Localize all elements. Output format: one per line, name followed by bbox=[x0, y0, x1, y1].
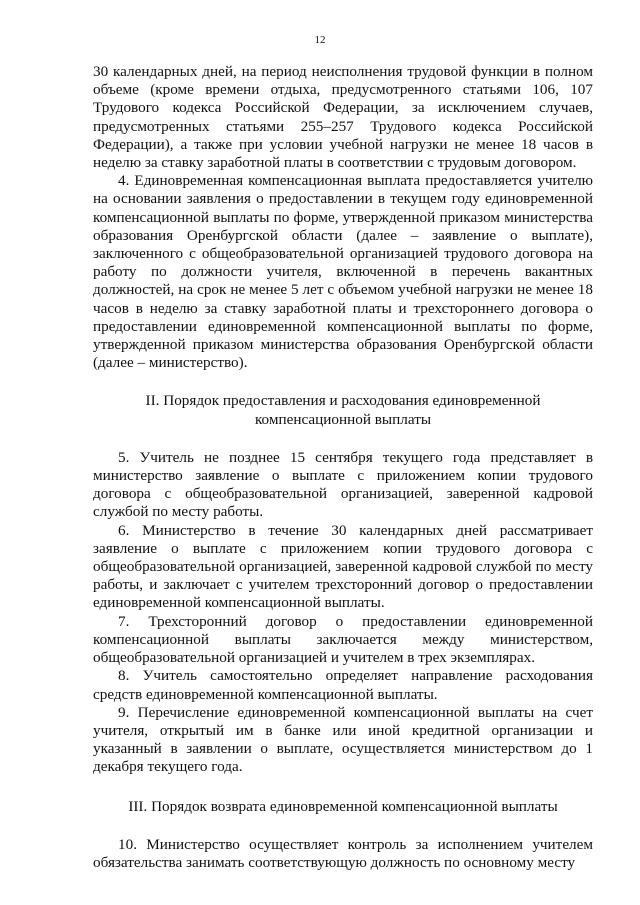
paragraph-10: 10. Министерство осуществляет контроль за исполнением учителем обязательства занимать соответствующую должность по основному месту bbox=[93, 835, 593, 871]
section-heading-3: III. Порядок возврата единовременной компенсационной выплаты bbox=[128, 797, 558, 815]
paragraph-9: 9. Перечисление единовременной компенсационной выплаты на счет учителя, открытый им в банке или иной кредитной организации и указанный в заявлении о выплате, осуществляется министерством до 1 декабря текущего года. bbox=[93, 703, 593, 776]
paragraph-4: 4. Единовременная компенсационная выплата предоставляется учителю на основании заявления о предоставлении в текущем году единовременной компенсационной выплаты по форме, утвержденной приказом министерства образования Оренбургской области (далее – заявление о выплате), заключенного с общеобразовательной организацией трудового договора на работу по должности учителя, включенной в перечень вакантных должностей, на срок не менее 5 лет с объемом учебной нагрузки не менее 18 часов в неделю за ставку заработной платы и трехстороннего договора о предоставлении единовременной компенсационной выплаты по форме, утвержденной приказом министерства образования Оренбургской области (далее – министерство). bbox=[93, 172, 593, 372]
section-heading-2-line-1: II. Порядок предоставления и расходования единовременной bbox=[145, 392, 541, 410]
section-heading-2 bbox=[93, 392, 593, 428]
section-heading-2-line-2: компенсационной выплаты bbox=[254, 410, 432, 428]
paragraph-7: 7. Трехсторонний договор о предоставлении единовременной компенсационной выплаты заключается между министерством, общеобразовательной организацией и учителем в трех экземплярах. bbox=[93, 612, 593, 667]
paragraph-continuation: 30 календарных дней, на период неисполнения трудовой функции в полном объеме (кроме времени отдыха, предусмотренного статьями 106, 107 Трудового кодекса Российской Федерации, за исключением случаев, предусмотренных статьями 255–257 Трудового кодекса Российской Федерации), а также при условии учебной нагрузки не менее 18 часов в неделю за ставку заработной платы в соответствии с трудовым договором. bbox=[93, 63, 593, 172]
paragraph-5: 5. Учитель не позднее 15 сентября текущего года представляет в министерство заявление о выплате с приложением копии трудового договора с общеобразовательной организацией, заверенной кадровой службой по месту работы. bbox=[93, 448, 593, 521]
page-number: 12 bbox=[314, 34, 326, 46]
paragraph-6: 6. Министерство в течение 30 календарных дней рассматривает заявление о выплате с приложением копии трудового договора с общеобразовательной организацией, заверенной кадровой службой по месту работы, и заключает с учителем трехсторонний договор о предоставлении единовременной компенсационной выплаты. bbox=[93, 521, 593, 612]
paragraph-8: 8. Учитель самостоятельно определяет направление расходования средств единовременной компенсационной выплаты. bbox=[93, 667, 593, 703]
document-body bbox=[93, 63, 593, 872]
